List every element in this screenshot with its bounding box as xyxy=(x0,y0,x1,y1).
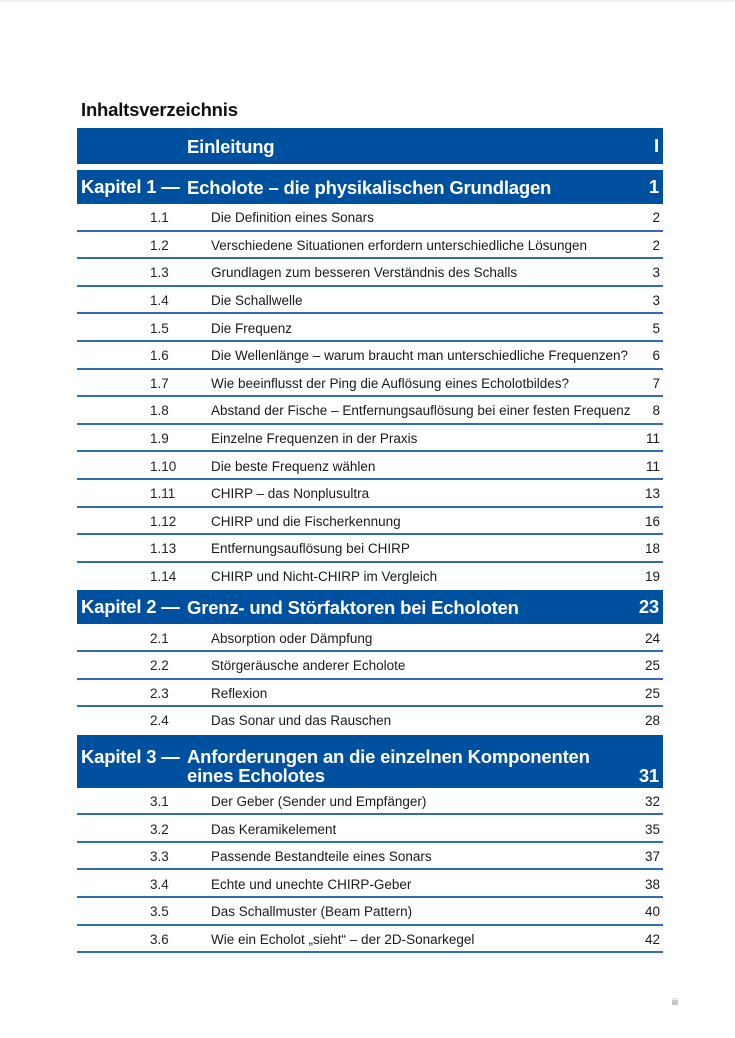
page-top-edge xyxy=(0,0,735,2)
section-number: 3.4 xyxy=(150,876,169,892)
toc-section-row[interactable] xyxy=(77,204,663,232)
section-number: 1.1 xyxy=(150,210,169,226)
section-number: 1.6 xyxy=(150,348,169,364)
toc-section-row[interactable] xyxy=(77,397,663,425)
section-title: Die beste Frequenz wählen xyxy=(211,458,376,474)
section-title: CHIRP und die Fischerkennung xyxy=(211,513,401,529)
section-number: 1.8 xyxy=(150,403,169,419)
chapter-label: Kapitel 3 — xyxy=(81,745,180,767)
section-number: 1.3 xyxy=(150,265,169,281)
section-title: Die Schallwelle xyxy=(211,293,303,309)
toc-section-row[interactable] xyxy=(77,707,663,735)
section-number: 1.12 xyxy=(150,513,177,529)
section-page: 24 xyxy=(644,630,660,646)
toc-section-row[interactable] xyxy=(77,870,663,898)
section-title: Das Schallmuster (Beam Pattern) xyxy=(211,904,413,920)
section-title: Abstand der Fische – Entfernungsauflösung bei einer festen Frequenz xyxy=(211,403,631,419)
toc-chapter-1[interactable] xyxy=(77,170,663,204)
section-page: 18 xyxy=(644,541,660,557)
section-number: 1.7 xyxy=(150,375,169,391)
section-page: 13 xyxy=(644,486,660,502)
section-page: 3 xyxy=(652,265,660,281)
section-number: 2.3 xyxy=(150,685,169,701)
section-page: 28 xyxy=(644,713,660,729)
intro-title: Einleitung xyxy=(187,135,275,157)
section-number: 1.10 xyxy=(150,458,177,474)
section-page: 19 xyxy=(644,569,660,585)
section-number: 3.5 xyxy=(150,904,169,920)
section-title: Der Geber (Sender und Empfänger) xyxy=(211,793,427,809)
toc-section-row[interactable] xyxy=(77,314,663,342)
section-page: 16 xyxy=(644,513,660,529)
toc-section-row[interactable] xyxy=(77,342,663,370)
toc-section-row[interactable] xyxy=(77,788,663,816)
section-title: Wie ein Echolot „sieht“ – der 2D-Sonarkegel xyxy=(211,931,475,947)
toc-section-row[interactable] xyxy=(77,508,663,536)
section-page: 3 xyxy=(652,293,660,309)
chapter-title-line-1: Anforderungen an die einzelnen Komponenten xyxy=(187,745,590,767)
intro-page: I xyxy=(654,135,659,156)
section-page: 11 xyxy=(645,431,660,447)
page-number: iii xyxy=(672,997,678,1007)
chapter-title: Echolote – die physikalischen Grundlagen xyxy=(187,176,552,198)
chapter-page: 23 xyxy=(638,596,659,618)
section-title: Absorption oder Dämpfung xyxy=(211,630,373,646)
section-title: CHIRP und Nicht-CHIRP im Vergleich xyxy=(211,569,438,585)
table-of-contents xyxy=(77,128,663,953)
chapter-2-sections xyxy=(77,624,663,734)
section-number: 1.13 xyxy=(150,541,177,557)
section-number: 1.9 xyxy=(150,431,169,447)
section-number: 2.1 xyxy=(150,630,169,646)
toc-section-row[interactable] xyxy=(77,926,663,954)
section-title: Das Keramikelement xyxy=(211,821,337,837)
section-number: 1.4 xyxy=(150,293,169,309)
chapter-1-sections xyxy=(77,204,663,590)
section-page: 32 xyxy=(644,793,660,809)
page-title: Inhaltsverzeichnis xyxy=(81,99,238,120)
section-page: 38 xyxy=(644,876,660,892)
section-title: Störgeräusche anderer Echolote xyxy=(211,658,406,674)
section-title: Wie beeinflusst der Ping die Auflösung eines Echolotbildes? xyxy=(211,375,569,391)
section-page: 35 xyxy=(644,821,660,837)
section-title: Die Wellenlänge – warum braucht man unterschiedliche Frequenzen? xyxy=(211,348,628,364)
section-title: Passende Bestandteile eines Sonars xyxy=(211,849,432,865)
toc-section-row[interactable] xyxy=(77,680,663,708)
section-page: 7 xyxy=(652,375,660,391)
toc-entry-introduction[interactable] xyxy=(77,128,663,164)
section-title: Die Frequenz xyxy=(211,320,293,336)
chapter-3-sections xyxy=(77,788,663,954)
section-title: Entfernungsauflösung bei CHIRP xyxy=(211,541,410,557)
section-title: Einzelne Frequenzen in der Praxis xyxy=(211,431,418,447)
section-number: 2.2 xyxy=(150,658,169,674)
section-page: 2 xyxy=(652,237,660,253)
toc-section-row[interactable] xyxy=(77,259,663,287)
section-page: 5 xyxy=(652,320,660,336)
section-number: 1.11 xyxy=(150,486,176,502)
toc-section-row[interactable] xyxy=(77,287,663,315)
section-page: 11 xyxy=(645,458,660,474)
toc-chapter-2[interactable] xyxy=(77,590,663,624)
section-title: CHIRP – das Nonplusultra xyxy=(211,486,370,502)
chapter-label: Kapitel 2 — xyxy=(81,596,180,618)
chapter-title xyxy=(187,747,590,785)
section-title: Grundlagen zum besseren Verständnis des Schalls xyxy=(211,265,518,281)
chapter-page: 31 xyxy=(638,764,659,786)
section-page: 6 xyxy=(652,348,660,364)
section-number: 3.1 xyxy=(150,793,169,809)
chapter-page: 1 xyxy=(648,176,659,197)
toc-section-row[interactable] xyxy=(77,535,663,563)
section-number: 3.2 xyxy=(150,821,169,837)
toc-section-row[interactable] xyxy=(77,480,663,508)
section-title: Reflexion xyxy=(211,685,268,701)
section-page: 8 xyxy=(652,403,660,419)
toc-section-row[interactable] xyxy=(77,843,663,871)
toc-section-row[interactable] xyxy=(77,624,663,652)
chapter-title: Grenz- und Störfaktoren bei Echoloten xyxy=(187,596,519,618)
section-number: 3.3 xyxy=(150,849,169,865)
toc-section-row[interactable] xyxy=(77,898,663,926)
section-page: 42 xyxy=(644,931,660,947)
section-title: Das Sonar und das Rauschen xyxy=(211,713,392,729)
section-page: 2 xyxy=(652,210,660,226)
section-number: 1.5 xyxy=(150,320,169,336)
section-number: 3.6 xyxy=(150,931,169,947)
toc-section-row[interactable] xyxy=(77,370,663,398)
section-number: 1.14 xyxy=(150,569,177,585)
section-page: 25 xyxy=(644,658,660,674)
chapter-label: Kapitel 1 — xyxy=(81,176,180,197)
section-number: 2.4 xyxy=(150,713,169,729)
toc-section-row[interactable] xyxy=(77,815,663,843)
section-title: Echte und unechte CHIRP-Geber xyxy=(211,876,412,892)
section-page: 25 xyxy=(644,685,660,701)
section-number: 1.2 xyxy=(150,237,169,253)
section-title: Die Definition eines Sonars xyxy=(211,210,374,226)
toc-section-row[interactable] xyxy=(77,452,663,480)
section-title: Verschiedene Situationen erfordern unterschiedliche Lösungen xyxy=(211,237,588,253)
toc-section-row[interactable] xyxy=(77,232,663,260)
toc-chapter-3[interactable] xyxy=(77,735,663,788)
section-page: 40 xyxy=(644,904,660,920)
section-page: 37 xyxy=(644,849,660,865)
toc-section-row[interactable] xyxy=(77,563,663,591)
chapter-title-line-2: eines Echolotes xyxy=(187,764,325,786)
toc-section-row[interactable] xyxy=(77,652,663,680)
toc-section-row[interactable] xyxy=(77,425,663,453)
